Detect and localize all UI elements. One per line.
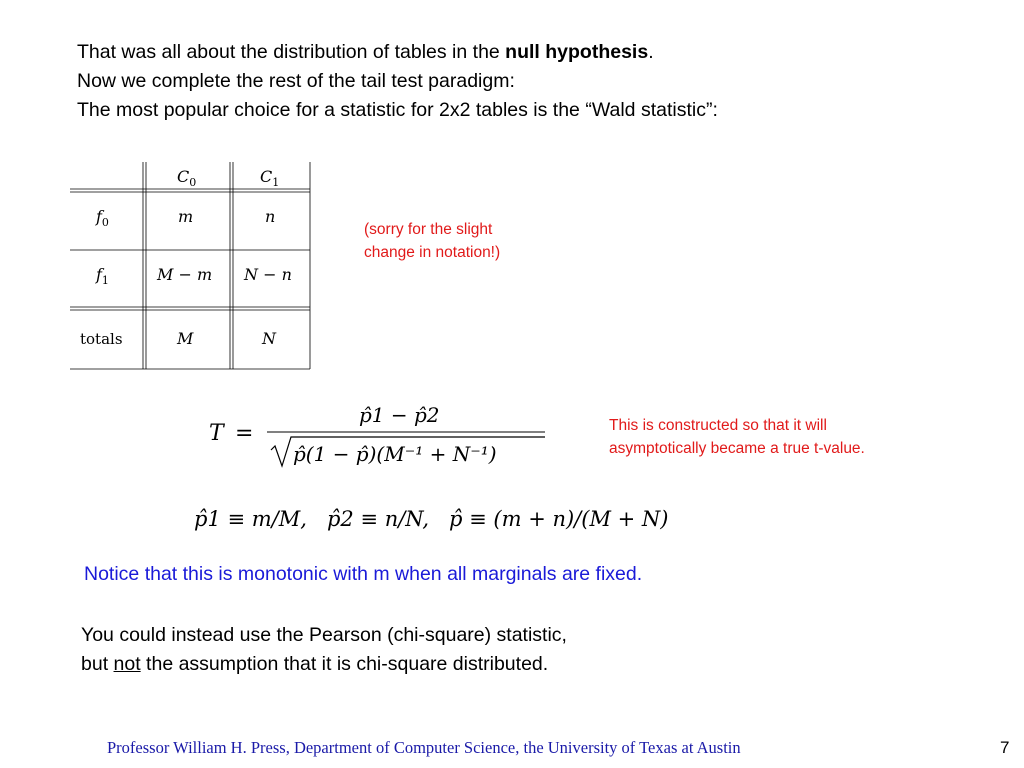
table-cell: M − m — [157, 265, 213, 284]
page-number: 7 — [1000, 738, 1010, 757]
intro-line-1: That was all about the distribution of tables in the null hypothesis. — [77, 41, 654, 63]
t-value-note: This is constructed so that it will asymptotically became a true t-value. — [609, 417, 865, 457]
formula-denominator: p̂(1 − p̂)(M⁻¹ + N⁻¹) — [293, 442, 497, 466]
table-cell: M — [177, 329, 194, 348]
formula-equals: = — [235, 421, 254, 446]
not-underlined: not — [113, 653, 141, 675]
row-label-f0: $f_0$ — [96, 207, 109, 229]
table-cell: m — [178, 207, 194, 226]
table-cell: n — [265, 207, 276, 226]
null-hypothesis-term: null hypothesis — [505, 41, 649, 63]
intro-line-3: The most popular choice for a statistic for 2x2 tables is the “Wald statistic”: — [77, 99, 718, 121]
row-label-totals: totals — [80, 330, 123, 348]
pearson-line-1: You could instead use the Pearson (chi-square) statistic, — [81, 624, 567, 646]
contingency-table — [68, 162, 314, 372]
col-header-c0: $C_0$ — [177, 167, 197, 189]
table-cell: N — [262, 329, 276, 348]
intro-line-2: Now we complete the rest of the tail test paradigm: — [77, 70, 515, 92]
col-header-c1: $C_1$ — [260, 167, 280, 189]
pearson-text — [81, 621, 567, 679]
monotonic-note: Notice that this is monotonic with m when all marginals are fixed. — [84, 563, 643, 585]
definitions-text: p̂1 ≡ m/M, p̂2 ≡ n/N, p̂ ≡ (m + n)/(M + N) — [194, 507, 669, 531]
footer-credit: Professor William H. Press, Department of Computer Science, the University of Texas at Austin — [107, 738, 741, 757]
phat-definitions — [190, 500, 760, 536]
intro-text — [77, 38, 718, 125]
wald-formula — [205, 396, 550, 472]
notation-note: (sorry for the slight change in notation!) — [364, 221, 501, 261]
table-cell: N − n — [244, 265, 292, 284]
pearson-line-2: but not the assumption that it is chi-square distributed. — [81, 653, 549, 675]
row-label-f1: $f_1$ — [96, 265, 109, 287]
formula-lhs: T — [209, 421, 224, 446]
formula-numerator: p̂1 − p̂2 — [359, 403, 440, 427]
